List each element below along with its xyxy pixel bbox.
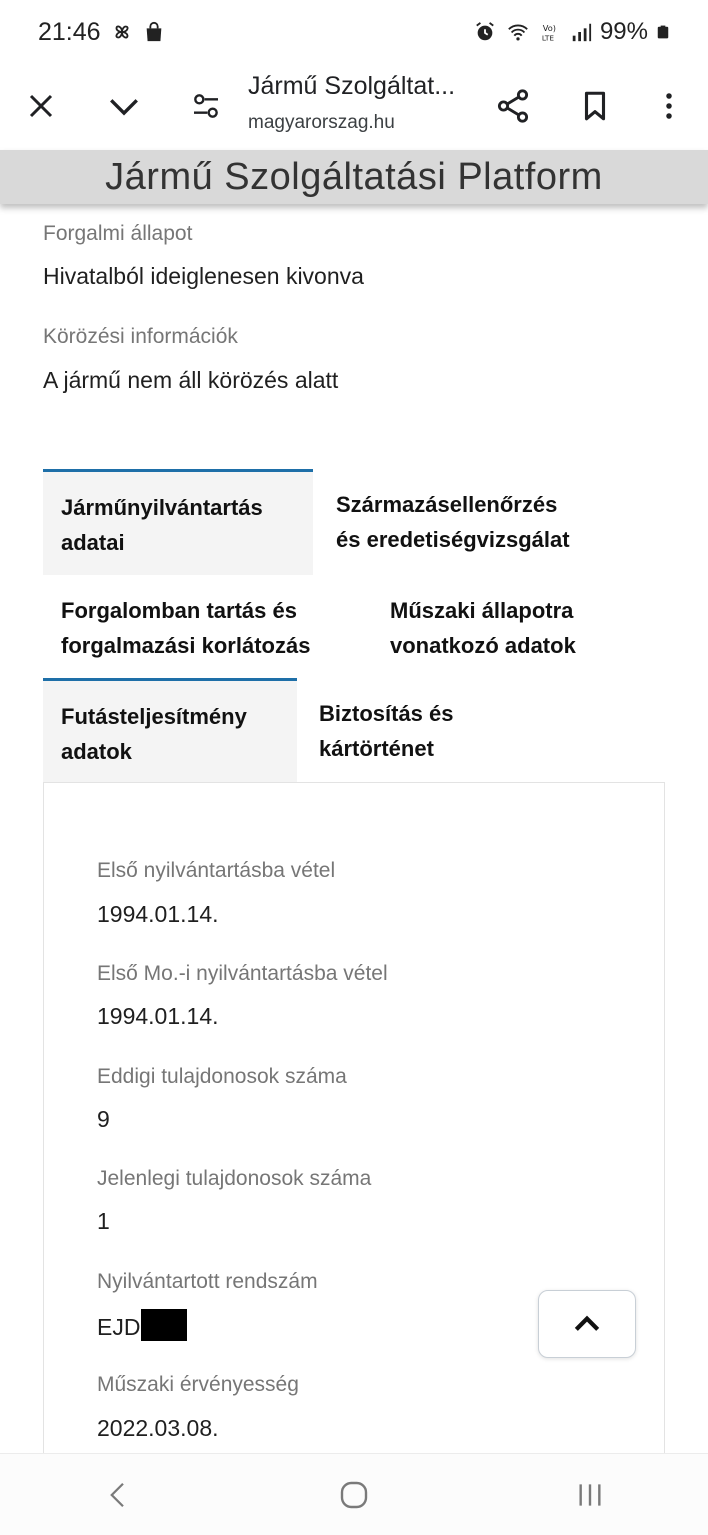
tab-content-panel xyxy=(43,782,665,1482)
tab-label-line: vonatkozó adatok xyxy=(390,633,576,658)
status-time: 21:46 xyxy=(38,17,101,46)
share-icon xyxy=(494,87,532,125)
plate-number-label: Nyilvántartott rendszám xyxy=(97,1270,318,1293)
current-owners-label: Jelenlegi tulajdonosok száma xyxy=(97,1167,372,1190)
tab-label-line: Származásellenőrzés xyxy=(336,492,558,517)
alarm-icon xyxy=(474,21,496,43)
page-title[interactable]: Jármű Szolgáltat... xyxy=(248,72,456,100)
minimize-button[interactable] xyxy=(96,78,152,134)
tab-registry-data[interactable] xyxy=(43,469,313,575)
recents-icon xyxy=(574,1479,606,1511)
first-hu-registration-label: Első Mo.-i nyilvántartásba vétel xyxy=(97,962,388,985)
home-icon xyxy=(338,1479,370,1511)
technical-validity-label: Műszaki érvényesség xyxy=(97,1373,299,1396)
tab-label-line: adatai xyxy=(61,530,125,555)
page-settings-button[interactable] xyxy=(178,78,234,134)
share-button[interactable] xyxy=(485,78,541,134)
status-bar xyxy=(0,0,708,64)
tab-label-line: Járműnyilvántartás xyxy=(61,495,263,520)
tab-insurance-history[interactable] xyxy=(301,678,601,783)
tab-mileage-data[interactable] xyxy=(43,678,297,783)
wanted-info-value: A jármű nem áll körözés alatt xyxy=(43,367,339,393)
back-icon xyxy=(103,1477,133,1513)
system-nav-bar xyxy=(0,1453,708,1535)
battery-icon xyxy=(656,21,670,43)
bookmark-icon xyxy=(578,89,612,123)
technical-validity-value: 2022.03.08. xyxy=(97,1415,219,1441)
previous-owners-label: Eddigi tulajdonosok száma xyxy=(97,1065,347,1088)
back-button[interactable] xyxy=(78,1465,158,1525)
tab-label-line: és eredetiségvizsgálat xyxy=(336,527,570,552)
scroll-to-top-button[interactable] xyxy=(538,1290,636,1358)
plate-number-value xyxy=(97,1309,187,1341)
close-button[interactable] xyxy=(13,78,69,134)
first-hu-registration-value: 1994.01.14. xyxy=(97,1003,219,1029)
recents-button[interactable] xyxy=(550,1465,630,1525)
chevron-up-icon xyxy=(571,1308,603,1340)
tab-label-line: Műszaki állapotra xyxy=(390,598,574,623)
shopping-bag-icon xyxy=(143,21,165,43)
page-url[interactable]: magyarorszag.hu xyxy=(248,112,395,133)
page-settings-icon xyxy=(190,90,222,122)
volte-icon xyxy=(540,21,562,43)
close-icon xyxy=(26,91,56,121)
current-owners-value: 1 xyxy=(97,1208,110,1234)
redaction-box xyxy=(141,1309,187,1341)
more-options-button[interactable] xyxy=(641,78,697,134)
site-header xyxy=(0,150,708,204)
tab-label-line: Biztosítás és xyxy=(319,701,454,726)
tab-label-line: Futásteljesítmény xyxy=(61,704,247,729)
tab-label-line: adatok xyxy=(61,739,132,764)
tab-origin-check[interactable] xyxy=(318,469,658,575)
signal-icon xyxy=(570,21,592,43)
battery-percent: 99% xyxy=(599,18,648,45)
browser-toolbar xyxy=(0,64,708,150)
bookmark-button[interactable] xyxy=(567,78,623,134)
more-vert-icon xyxy=(654,91,684,121)
traffic-status-label: Forgalmi állapot xyxy=(43,222,193,245)
first-registration-label: Első nyilvántartásba vétel xyxy=(97,859,336,882)
wifi-icon xyxy=(504,21,532,43)
first-registration-value: 1994.01.14. xyxy=(97,901,219,927)
plate-number-text: EJD xyxy=(97,1314,141,1340)
wanted-info-label: Körözési információk xyxy=(43,325,238,348)
tab-label-line: kártörténet xyxy=(319,736,434,761)
tab-label-line: forgalmazási korlátozás xyxy=(61,633,311,658)
pinwheel-icon xyxy=(111,21,133,43)
tab-usage-restrictions[interactable] xyxy=(43,575,373,681)
svg-text:Vo): Vo) xyxy=(542,23,556,34)
svg-text:LTE: LTE xyxy=(541,33,554,43)
traffic-status-value: Hivatalból ideiglenesen kivonva xyxy=(43,263,364,289)
tab-technical-condition[interactable] xyxy=(372,575,662,681)
site-title: Jármű Szolgáltatási Platform xyxy=(105,155,603,198)
tab-label-line: Forgalomban tartás és xyxy=(61,598,297,623)
chevron-down-icon xyxy=(107,89,141,123)
home-button[interactable] xyxy=(314,1465,394,1525)
previous-owners-value: 9 xyxy=(97,1106,110,1132)
